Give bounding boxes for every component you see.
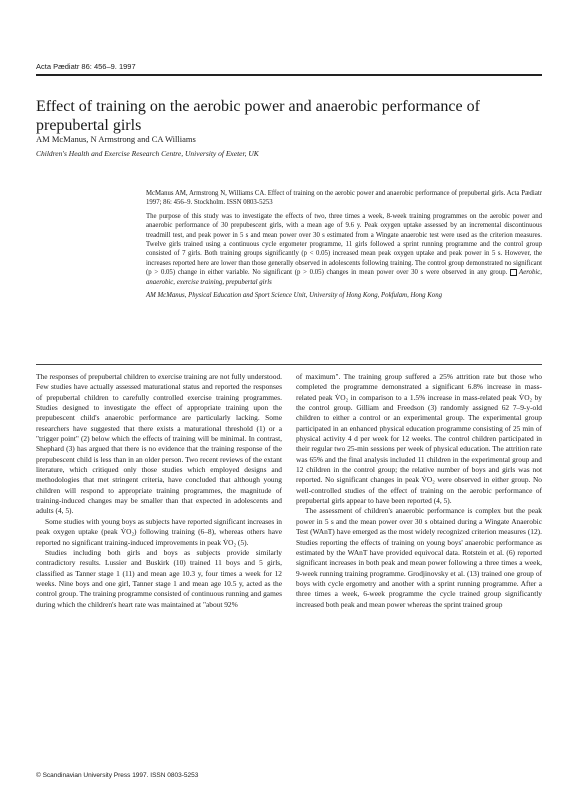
abstract-text: The purpose of this study was to investigate the effects of two, three times a week, 8-week training programmes on the aerobic power and anaerobic performance of 30 prepubescent girls, with a mean age of 9.6 y. Peak oxygen uptake assessed by an incremental discontinuous treadmill test, and peak power in 5 s and mean power over 30 s estimated from a Wingate anaerobic test were used as the criterion measures. Twelve girls trained using a continuous cycle ergometer programme, 11 girls followed a sprint running programme and the control group consisted of 7 girls. Both training groups significantly (p < 0.05) increased mean peak oxygen uptake and peak power in 5 s. However, the increases reported here are lower than those generally observed in adolescents following training. The control group demonstrated no significant (p > 0.05) change in either variable. No significant (p > 0.05) changes in mean power over 30 s were observed in any group. [146,212,542,277]
author-affiliation: Children's Health and Exercise Research Centre, University of Exeter, UK [36,149,259,158]
journal-citation-header: Acta Pædiatr 86: 456–9. 1997 [36,62,136,71]
abstract-citation: McManus AM, Armstrong N, Williams CA. Effect of training on the aerobic power and anaerobic performance of prepubertal girls. Acta Pædiatr 1997; 86: 456–9. Stockholm. ISSN 0803-5253 [146,190,542,207]
copyright-footer: © Scandinavian University Press 1997. ISSN 0803-5253 [36,772,199,779]
body-paragraph: Some studies with young boys as subjects have reported significant increases in peak oxygen uptake (peak V̇O₂) following training (6–8), whereas others have reported no significant training-induced improvements in peak V̇O₂ (5). [36,516,282,547]
header-rule [36,74,542,76]
body-column-left [36,372,282,610]
abstract-body [146,212,542,287]
body-column-right [296,372,542,610]
body-paragraph: Studies including both girls and boys as subjects provide similarly contradictory results. Lussier and Buskirk (10) trained 11 boys and 5 girls, classified as Tanner stage 1 (11) and mean age 10.3 y, four times a week for 12 weeks. Nine boys and one girl, Tanner stage 1 and mean age 10.5 y, acted as the control group. The training programme consisted of continuous running and games during which the children's heart rate was maintained at "about 92% [36,547,282,609]
abstract-block [146,189,542,304]
body-paragraph: The responses of prepubertal children to exercise training are not fully understood. Few studies have actually assessed maturational status and reported the responses of prepubertal children to carefully controlled exercise training programmes. Studies designed to investigate the effect of appropriate training upon the prepubescent child's anaerobic performance are particularly lacking. Some researchers have suggested that there exists a maturational threshold (1) or a "trigger point" (2) below which the effects of training will be minimal. In contrast, Shephard (3) has argued that there is no evidence that the training response of the prepubescent child is less than in an older person. Two recent reviews of the extant literature, which critiqued only those studies which employed designs and methodologies that met stringent criteria, have concluded that although young children will respond to appropriate training programmes, the magnitude of training-induced changes may be smaller than that expected in adolescents and adults (4, 5). [36,372,282,516]
abstract-keywords: Aerobic, anaerobic, exercise training, prepubertal girls [146,269,543,286]
keywords-box-icon [510,269,517,276]
section-divider [36,364,542,365]
article-authors: AM McManus, N Armstrong and CA Williams [36,134,196,144]
body-paragraph: The assessment of children's anaerobic performance is complex but the peak power in 5 s and the mean power over 30 s obtained during a Wingate Anaerobic Test (WAnT) have emerged as the most widely recognized criterion measures (12). Studies reporting the effects of training on young boys' anaerobic performance as estimated by the WAnT have provided equivocal data. Rotstein et al. (6) reported significant increases in both peak and mean power following a three times a week, 9-week running training programme. Grodjinovsky et al. (13) trained one group of boys with cycle ergometry and another with a sprint running programme. After a three times a week, 6-week programme the cycle trained group significantly increased both peak and mean power whereas the sprint trained group [296,506,542,609]
correspondence-address: AM McManus, Physical Education and Sport Science Unit, University of Hong Kong, Pokfulam, Hong Kong [146,292,442,300]
body-paragraph: of maximum". The training group suffered a 25% attrition rate but those who completed the programme demonstrated a significant 6.8% increase in mass-related peak V̇O₂ in comparison to a 1.5% increase in mass-related peak V̇O₂ by the control group. Gilliam and Freedson (3) randomly assigned 62 7–9-y-old children to either a control or an experimental group. The experimental group participated in an enhanced physical education programme consisting of 25 min of physical activity 4 d per week for 12 weeks. The control children participated in their regular two 25-min sessions per week of physical education. The attrition rate was 65% and the final analysis included 11 children in the experimental group and 12 children in the control group; the relative number of boys and girls was not reported. No significant changes in peak V̇O₂ were observed in either group. No well-controlled studies of the effect of training on the aerobic performance of prepubertal girls appear to have been reported (4, 5). [296,372,542,506]
article-title: Effect of training on the aerobic power and anaerobic performance of prepubertal girls [36,97,480,134]
